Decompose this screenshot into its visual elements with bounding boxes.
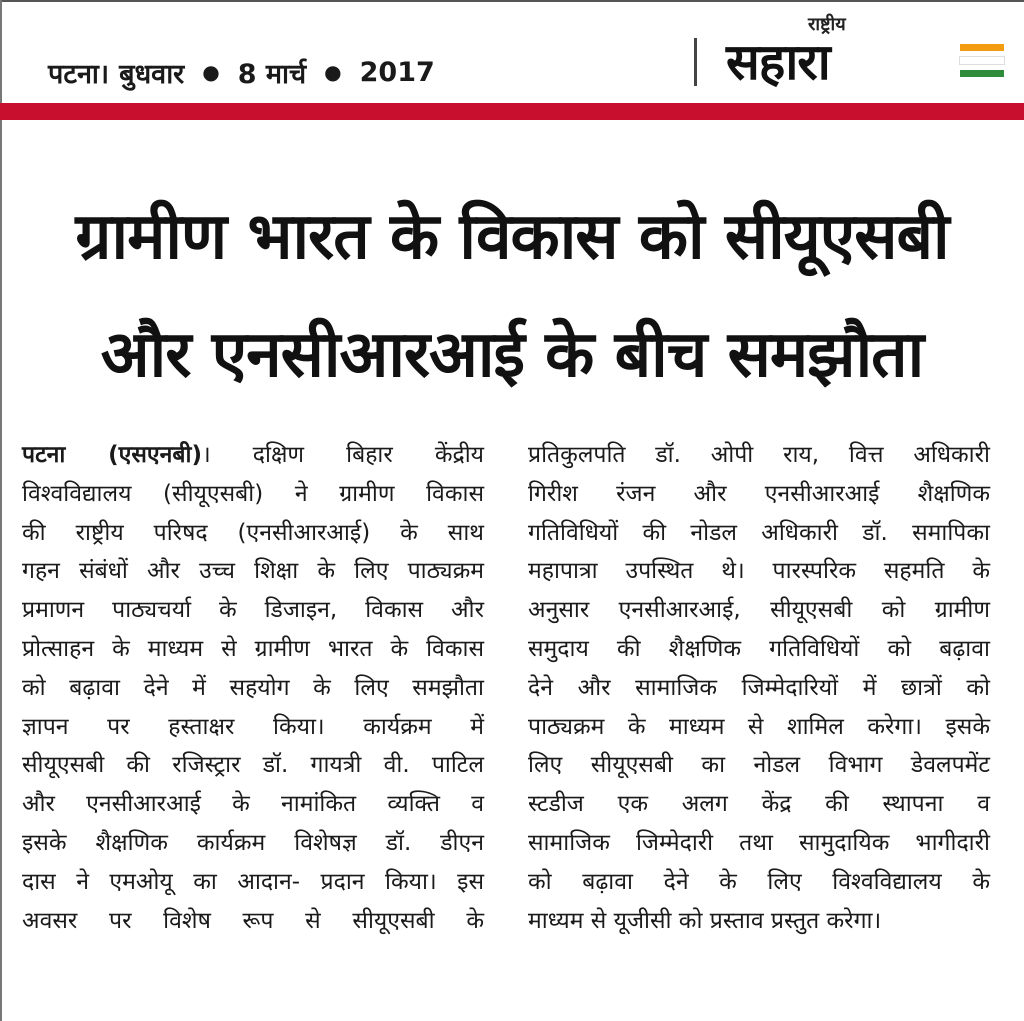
text-line: की राष्ट्रीय परिषद (एनसीआरआई) के साथ (22, 519, 484, 546)
text-line: को बढ़ावा देने में सहयोग के लिए समझौता (22, 674, 484, 701)
text-line: महापात्रा उपस्थित थे। पारस्परिक सहमति के (528, 558, 990, 585)
text-line: दास ने एमओयू का आदान- प्रदान किया। इस (22, 868, 484, 895)
text-line: प्रोत्साहन के माध्यम से ग्रामीण भारत के विकास (22, 635, 484, 662)
article-byline: पटना (एसएनबी) (22, 442, 202, 468)
text-line: लिए सीयूएसबी का नोडल विभाग डेवलपमेंट (528, 752, 990, 779)
masthead-logo: सहारा (726, 33, 830, 91)
text-line: को बढ़ावा देने के लिए विश्वविद्यालय के (528, 868, 990, 895)
masthead-tagline: राष्ट्रीय (808, 14, 846, 35)
text-line: गिरीश रंजन और एनसीआरआई शैक्षणिक (528, 480, 990, 507)
article-headline (0, 178, 1024, 414)
text-line: माध्यम से यूजीसी को प्रस्ताव प्रस्तुत करेगा। (528, 907, 882, 934)
flag-icon (960, 44, 1004, 80)
text-line: स्टडीज एक अलग केंद्र की स्थापना व (528, 791, 990, 818)
text-line: और एनसीआरआई के नामांकित व्यक्ति व (22, 791, 484, 818)
text-line: प्रतिकुलपति डॉ. ओपी राय, वित्त अधिकारी (528, 442, 990, 468)
text-line: पटना (एसएनबी)। दक्षिण बिहार केंद्रीय (22, 442, 485, 468)
masthead-divider (694, 38, 697, 86)
headline-line: ग्रामीण भारत के विकास को सीयूएसबी (75, 200, 949, 274)
text-line: अनुसार एनसीआरआई, सीयूएसबी को ग्रामीण (528, 597, 990, 624)
text-line: देने और सामाजिक जिम्मेदारियों में छात्रों को (528, 674, 990, 701)
text-line: समुदाय की शैक्षणिक गतिविधियों को बढ़ावा (528, 635, 990, 662)
article-column-left (22, 436, 484, 940)
text-line: सीयूएसबी की रजिस्ट्रार डॉ. गायत्री वी. पाटिल (22, 752, 484, 779)
text-line: अवसर पर विशेष रूप से सीयूएसबी के (22, 907, 484, 934)
text-line: प्रमाणन पाठ्यचर्या के डिजाइन, विकास और (22, 597, 484, 624)
text-line: इसके शैक्षणिक कार्यक्रम विशेषज्ञ डॉ. डीएन (22, 829, 484, 856)
article-column-right (528, 436, 990, 940)
dateline-year: 2017 (359, 56, 435, 88)
dateline-bullet: ● (202, 60, 220, 84)
top-border (0, 0, 1024, 2)
text-line: ज्ञापन पर हस्ताक्षर किया। कार्यक्रम में (22, 713, 484, 740)
dateline-day: बुधवार (119, 58, 185, 90)
header-band (0, 103, 1024, 120)
headline-line: और एनसीआरआई के बीच समझौता (100, 318, 924, 392)
left-border (0, 0, 2, 1021)
dateline-city: पटना। (48, 58, 110, 90)
text-line: गहन संबंधों और उच्च शिक्षा के लिए पाठ्यक्रम (22, 558, 484, 585)
text-line: विश्वविद्यालय (सीयूएसबी) ने ग्रामीण विकास (22, 480, 484, 507)
issue-dateline (48, 52, 435, 92)
text-line: सामाजिक जिम्मेदारी तथा सामुदायिक भागीदारी (528, 829, 990, 856)
dateline-bullet: ● (324, 60, 342, 84)
text-line: गतिविधियों की नोडल अधिकारी डॉ. समापिका (528, 519, 990, 546)
dateline-date: 8 मार्च (237, 58, 307, 90)
text-line: पाठ्यक्रम के माध्यम से शामिल करेगा। इसके (528, 713, 990, 740)
